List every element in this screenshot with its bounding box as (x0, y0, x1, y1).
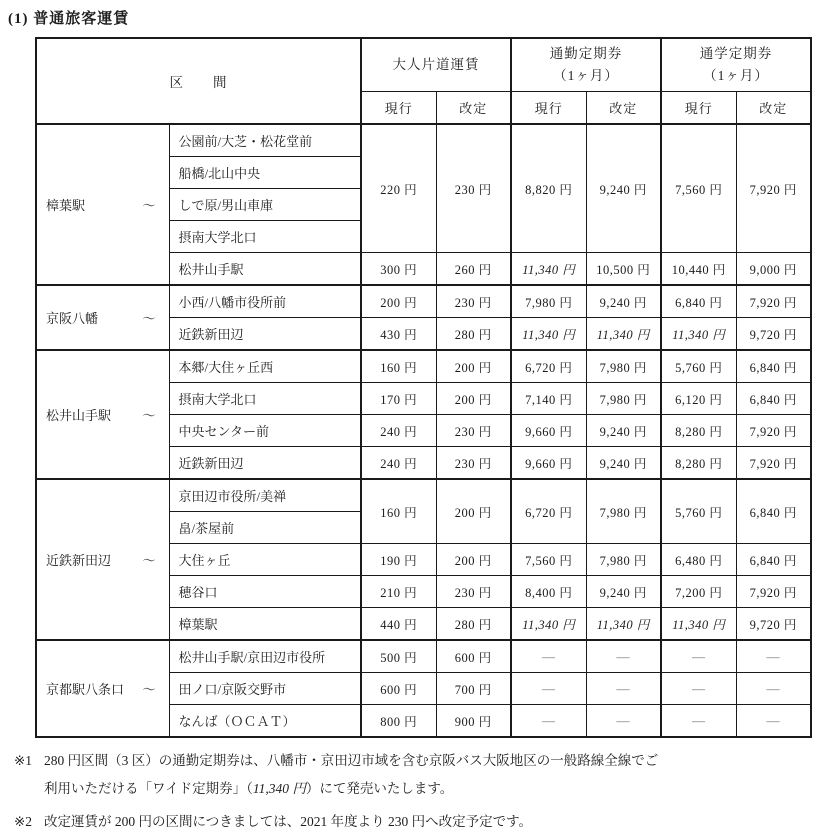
fare-cell: 900 円 (436, 705, 511, 738)
tilde-symbol: ～ (142, 408, 156, 423)
fare-cell: 11,340 円 (661, 318, 736, 351)
destination-cell: 摂南大学北口 (169, 221, 361, 253)
destination-cell: 松井山手駅/京田辺市役所 (169, 640, 361, 673)
table-row (36, 350, 811, 383)
fare-cell: 11,340 円 (661, 608, 736, 641)
fare-cell: 6,840 円 (736, 544, 811, 576)
footnote-2-body (44, 811, 840, 839)
footnote-1-wide-pass-price: 11,340 円 (252, 780, 306, 796)
tilde-symbol: ～ (142, 198, 156, 213)
fare-cell: 200 円 (436, 383, 511, 415)
destination-cell: 大住ヶ丘 (169, 544, 361, 576)
fare-cell: 6,120 円 (661, 383, 736, 415)
fare-cell: 200 円 (436, 544, 511, 576)
station-cell (36, 285, 169, 350)
fare-cell: ― (736, 673, 811, 705)
tilde-symbol: ～ (142, 311, 156, 326)
table-row (36, 640, 811, 673)
fare-cell: 11,340 円 (511, 253, 586, 286)
destination-cell: 松井山手駅 (169, 253, 361, 286)
fare-cell: 280 円 (436, 318, 511, 351)
footnote-1-line2 (44, 778, 840, 800)
fare-cell: 9,240 円 (586, 576, 661, 608)
fare-cell: 7,560 円 (511, 544, 586, 576)
fare-cell: 10,500 円 (586, 253, 661, 286)
fare-cell: 5,760 円 (661, 479, 736, 544)
header-adult-label: 大人片道運賃 (392, 57, 480, 73)
fare-cell: 190 円 (361, 544, 436, 576)
fare-cell: 7,980 円 (586, 544, 661, 576)
fare-cell: 500 円 (361, 640, 436, 673)
fare-cell: 230 円 (436, 415, 511, 447)
fare-cell: 11,340 円 (586, 318, 661, 351)
fare-cell: 600 円 (436, 640, 511, 673)
destination-cell: 公園前/大芝・松花堂前 (169, 124, 361, 157)
footnote-1-line1: 280 円区間（3 区）の通勤定期券は、八幡市・京田辺市域を含む京阪バス大阪地区の一般路線全線でご (44, 753, 659, 768)
footnotes (14, 750, 840, 839)
station-cell (36, 640, 169, 737)
fare-cell: 200 円 (361, 285, 436, 318)
fare-cell: 160 円 (361, 479, 436, 544)
station-name: 樟葉駅 (46, 198, 86, 213)
fare-cell: 9,000 円 (736, 253, 811, 286)
destination-cell: 近鉄新田辺 (169, 318, 361, 351)
station-cell (36, 124, 169, 285)
header-commuter-sublabel: （1ヶ月） (553, 68, 619, 83)
footnote-1-line2-pre: 利用いただける「ワイド定期券」（ (44, 780, 253, 796)
destination-cell: 中央センター前 (169, 415, 361, 447)
subheader-commuter-current: 現行 (511, 92, 586, 125)
fare-cell: 7,920 円 (736, 576, 811, 608)
station-cell (36, 479, 169, 640)
fare-cell: 8,280 円 (661, 447, 736, 480)
fare-cell: 600 円 (361, 673, 436, 705)
subheader-commuter-revised: 改定 (586, 92, 661, 125)
fare-cell: 7,920 円 (736, 124, 811, 253)
fare-cell: 170 円 (361, 383, 436, 415)
fare-cell: 8,820 円 (511, 124, 586, 253)
fare-cell: 240 円 (361, 447, 436, 480)
fare-cell: 6,840 円 (736, 383, 811, 415)
fare-cell: 300 円 (361, 253, 436, 286)
fare-cell: 9,660 円 (511, 447, 586, 480)
fare-cell: 7,980 円 (586, 383, 661, 415)
fare-cell: 230 円 (436, 447, 511, 480)
fare-cell: 280 円 (436, 608, 511, 641)
fare-cell: 240 円 (361, 415, 436, 447)
destination-cell: 穂谷口 (169, 576, 361, 608)
subheader-student-current: 現行 (661, 92, 736, 125)
destination-cell: 本郷/大住ヶ丘西 (169, 350, 361, 383)
fare-cell: 6,840 円 (736, 479, 811, 544)
destination-cell: 小西/八幡市役所前 (169, 285, 361, 318)
fare-cell: 11,340 円 (586, 608, 661, 641)
fare-cell: ― (586, 673, 661, 705)
fare-cell: 7,140 円 (511, 383, 586, 415)
fare-table-header (36, 38, 811, 124)
fare-table-body (36, 124, 811, 737)
header-section: 区 間 (36, 38, 361, 124)
fare-cell: 7,920 円 (736, 285, 811, 318)
table-row (36, 285, 811, 318)
fare-cell: 10,440 円 (661, 253, 736, 286)
fare-cell: 160 円 (361, 350, 436, 383)
fare-cell: 9,720 円 (736, 318, 811, 351)
fare-cell: 200 円 (436, 350, 511, 383)
destination-cell: 京田辺市役所/美禅 (169, 479, 361, 512)
table-row (36, 124, 811, 157)
fare-cell: 7,980 円 (586, 479, 661, 544)
header-adult-oneway (361, 38, 511, 92)
footnote-2-marker: ※2 (14, 814, 33, 830)
fare-cell: 220 円 (361, 124, 436, 253)
header-student-pass (661, 38, 811, 92)
fare-cell: 9,240 円 (586, 415, 661, 447)
fare-cell: 9,720 円 (736, 608, 811, 641)
fare-cell: 5,760 円 (661, 350, 736, 383)
page-title: (1) 普通旅客運賃 (8, 11, 130, 27)
tilde-symbol: ～ (142, 553, 156, 568)
fare-cell: 7,980 円 (586, 350, 661, 383)
fare-cell: 9,240 円 (586, 124, 661, 253)
fare-cell: 430 円 (361, 318, 436, 351)
header-student-label: 通学定期券 (699, 46, 773, 62)
subheader-student-revised: 改定 (736, 92, 811, 125)
fare-cell: ― (661, 673, 736, 705)
header-commuter-pass (511, 38, 661, 92)
footnote-1-marker: ※1 (14, 753, 33, 768)
fare-cell: ― (511, 705, 586, 738)
fare-cell: 210 円 (361, 576, 436, 608)
fare-cell: 200 円 (436, 479, 511, 544)
fare-cell: 800 円 (361, 705, 436, 738)
tilde-symbol: ～ (142, 682, 156, 697)
destination-cell: 田ノ口/京阪交野市 (169, 673, 361, 705)
footnote-1 (14, 750, 840, 805)
station-name: 近鉄新田辺 (46, 553, 112, 568)
fare-cell: ― (661, 640, 736, 673)
fare-cell: 6,480 円 (661, 544, 736, 576)
destination-cell: 摂南大学北口 (169, 383, 361, 415)
fare-cell: 260 円 (436, 253, 511, 286)
fare-cell: 9,240 円 (586, 447, 661, 480)
fare-cell: 6,720 円 (511, 350, 586, 383)
fare-cell: 7,560 円 (661, 124, 736, 253)
footnote-2-line1: 改定運賃が 200 円の区間につきましては、2021 年度より 230 円へ改定予定です。 (44, 814, 533, 830)
station-cell (36, 350, 169, 479)
subheader-adult-revised: 改定 (436, 92, 511, 125)
subheader-adult-current: 現行 (361, 92, 436, 125)
fare-table (35, 37, 812, 738)
table-row (36, 479, 811, 512)
fare-cell: ― (736, 640, 811, 673)
fare-cell: 11,340 円 (511, 318, 586, 351)
fare-cell: 6,720 円 (511, 479, 586, 544)
fare-cell: 700 円 (436, 673, 511, 705)
fare-cell: 7,200 円 (661, 576, 736, 608)
fare-cell: 8,400 円 (511, 576, 586, 608)
fare-cell: ― (661, 705, 736, 738)
destination-cell: しで原/男山車庫 (169, 189, 361, 221)
fare-cell: 230 円 (436, 285, 511, 318)
fare-cell: 7,920 円 (736, 447, 811, 480)
destination-cell: 船橋/北山中央 (169, 157, 361, 189)
header-commuter-label: 通勤定期券 (549, 46, 623, 62)
fare-cell: 11,340 円 (511, 608, 586, 641)
destination-cell: 近鉄新田辺 (169, 447, 361, 480)
fare-cell: 6,840 円 (736, 350, 811, 383)
fare-cell: ― (736, 705, 811, 738)
header-student-sublabel: （1ヶ月） (703, 68, 769, 83)
fare-cell: 9,240 円 (586, 285, 661, 318)
fare-cell: ― (586, 640, 661, 673)
station-name: 京都駅八条口 (46, 682, 125, 697)
footnote-1-line2-post: ）にて発売いたします。 (305, 780, 454, 796)
fare-cell: 9,660 円 (511, 415, 586, 447)
fare-cell: ― (511, 640, 586, 673)
fare-cell: 230 円 (436, 576, 511, 608)
destination-cell: なんば（ＯＣＡＴ） (169, 705, 361, 738)
destination-cell: 畠/茶屋前 (169, 512, 361, 544)
fare-cell: 7,980 円 (511, 285, 586, 318)
fare-cell: ― (586, 705, 661, 738)
station-name: 京阪八幡 (46, 311, 99, 326)
destination-cell: 樟葉駅 (169, 608, 361, 641)
footnote-2 (14, 811, 840, 839)
station-name: 松井山手駅 (46, 408, 112, 423)
fare-cell: 6,840 円 (661, 285, 736, 318)
footnote-1-body (44, 750, 840, 805)
fare-cell: 7,920 円 (736, 415, 811, 447)
fare-cell: 8,280 円 (661, 415, 736, 447)
fare-cell: 440 円 (361, 608, 436, 641)
fare-cell: ― (511, 673, 586, 705)
fare-cell: 230 円 (436, 124, 511, 253)
